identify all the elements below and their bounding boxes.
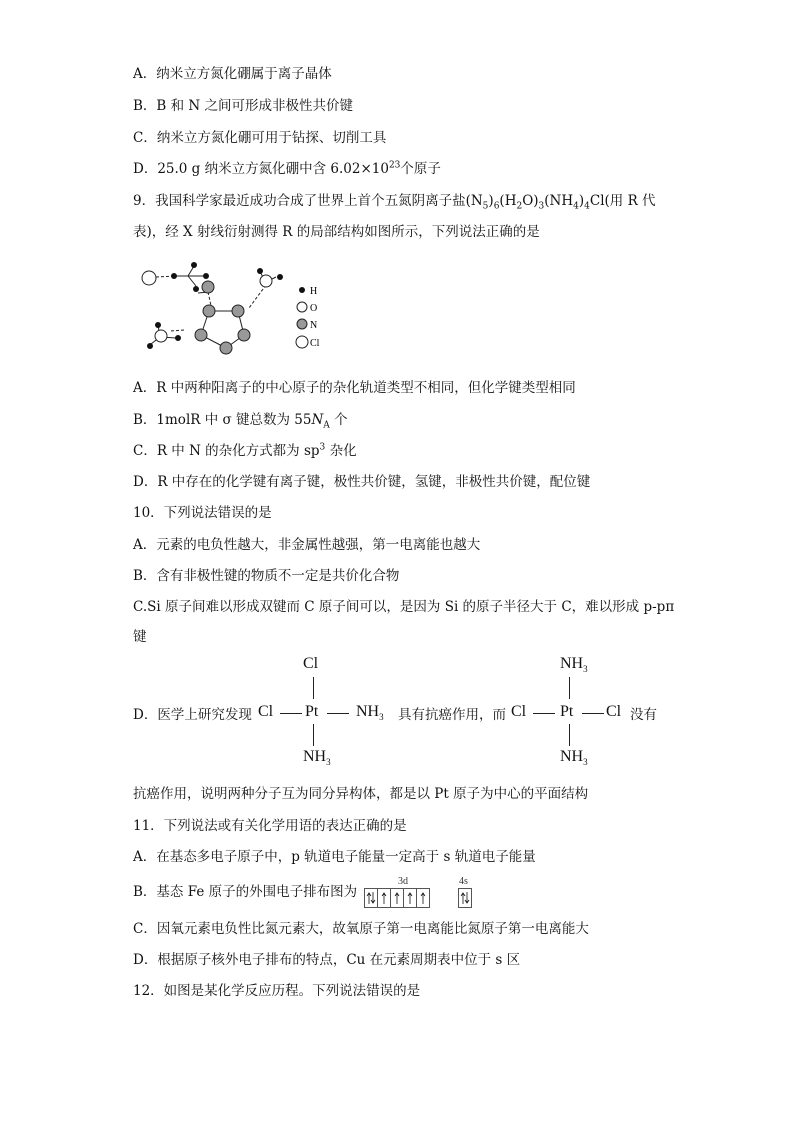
q10-option-b: B．含有非极性键的物质不一定是共价化合物	[133, 568, 400, 584]
q9-option-b: B．1molR 中 σ 键总数为 $55N_A$ 个	[133, 412, 348, 431]
q8-option-d: D．25.0 g 纳米立方氮化硼中含 $6.02\times 10^{23}$个原子	[133, 160, 441, 177]
q10-option-d-middle: 具有抗癌作用，而	[398, 707, 506, 723]
legend-n-label: N	[310, 320, 318, 331]
q10-option-a: A．元素的电负性越大，非金属性越强，第一电离能也越大	[133, 537, 481, 553]
legend-cl-icon	[296, 336, 308, 348]
mol1-cl-left: Cl	[258, 703, 274, 720]
q10-option-d-prefix: D．医学上研究发现	[133, 707, 252, 723]
legend-h-label: H	[310, 286, 318, 297]
q11-option-d: D．根据原子核外电子排布的特点，Cu 在元素周期表中位于 s 区	[133, 952, 521, 968]
q10-option-c-line2: 键	[133, 629, 147, 645]
mol1-nh3-right: $NH_3$	[356, 703, 384, 723]
legend-cl-label: Cl	[310, 338, 320, 349]
q9-stem-line1: 9．我国科学家最近成功合成了世界上首个五氮阴离子盐$(N_5)_6(H_2O)_3(NH_4)_4Cl$(用 R 代	[133, 193, 656, 212]
legend-o-label: O	[310, 303, 318, 314]
q9-stem-line2: 表)，经 X 射线衍射测得 R 的局部结构如图所示，下列说法正确的是	[133, 224, 540, 240]
cl-atom-icon	[142, 271, 156, 285]
legend-n-icon	[297, 319, 307, 329]
mol1-cl-top: Cl	[303, 655, 319, 672]
q10-stem: 10．下列说法错误的是	[133, 505, 272, 521]
mol1-pt: Pt	[305, 703, 319, 720]
q8-option-c: C．纳米立方氮化硼可用于钻探、切削工具	[133, 130, 387, 146]
legend-h-icon	[299, 287, 305, 293]
q11-stem: 11．下列说法或有关化学用语的表达正确的是	[133, 818, 407, 834]
legend-o-icon	[297, 302, 307, 312]
mol2-nh3-bottom: $NH_3$	[560, 748, 588, 768]
mol2-cl-right: Cl	[606, 703, 622, 720]
mol2-cl-left: Cl	[511, 703, 527, 720]
orbital-4s-box	[458, 888, 472, 908]
q9-option-d: D．R 中存在的化学键有离子键，极性共价键，氢键，非极性共价键，配位键	[133, 474, 591, 490]
mol2-nh3-top: $NH_3$	[560, 655, 588, 675]
q10-option-d-line2: 抗癌作用，说明两种分子互为同分异构体，都是以 Pt 原子为中心的平面结构	[133, 786, 589, 802]
q8-option-b: B．B 和 N 之间可形成非极性共价键	[133, 98, 354, 114]
q9-structure-figure	[136, 262, 336, 362]
orbital-3d-boxes	[364, 888, 430, 908]
mol1-nh3-bottom: $NH_3$	[303, 748, 331, 768]
q11-option-b: B．基态 Fe 原子的外围电子排布图为	[133, 884, 358, 900]
orbital-3d-label: 3d	[398, 876, 408, 887]
q9-option-c: C．R 中 N 的杂化方式都为 $sp^3$ 杂化	[133, 442, 357, 459]
q12-stem: 12．如图是某化学反应历程。下列说法错误的是	[133, 983, 421, 999]
q11-option-a: A．在基态多电子原子中，p 轨道电子能量一定高于 s 轨道电子能量	[133, 849, 536, 865]
q9-option-a: A．R 中两种阳离子的中心原子的杂化轨道类型不相同，但化学键类型相同	[133, 380, 576, 396]
q8-option-a: A．纳米立方氮化硼属于离子晶体	[133, 66, 332, 82]
q11-option-c: C．因氧元素电负性比氮元素大，故氧原子第一电离能比氮原子第一电离能大	[133, 921, 589, 937]
mol2-pt: Pt	[560, 703, 574, 720]
orbital-4s-label: 4s	[459, 876, 468, 887]
q10-option-d-suffix: 没有	[630, 707, 657, 723]
q10-option-c-line1: C.Si 原子间难以形成双键而 C 原子间可以，是因为 Si 的原子半径大于 C，难以形成 p-pπ	[133, 599, 675, 615]
